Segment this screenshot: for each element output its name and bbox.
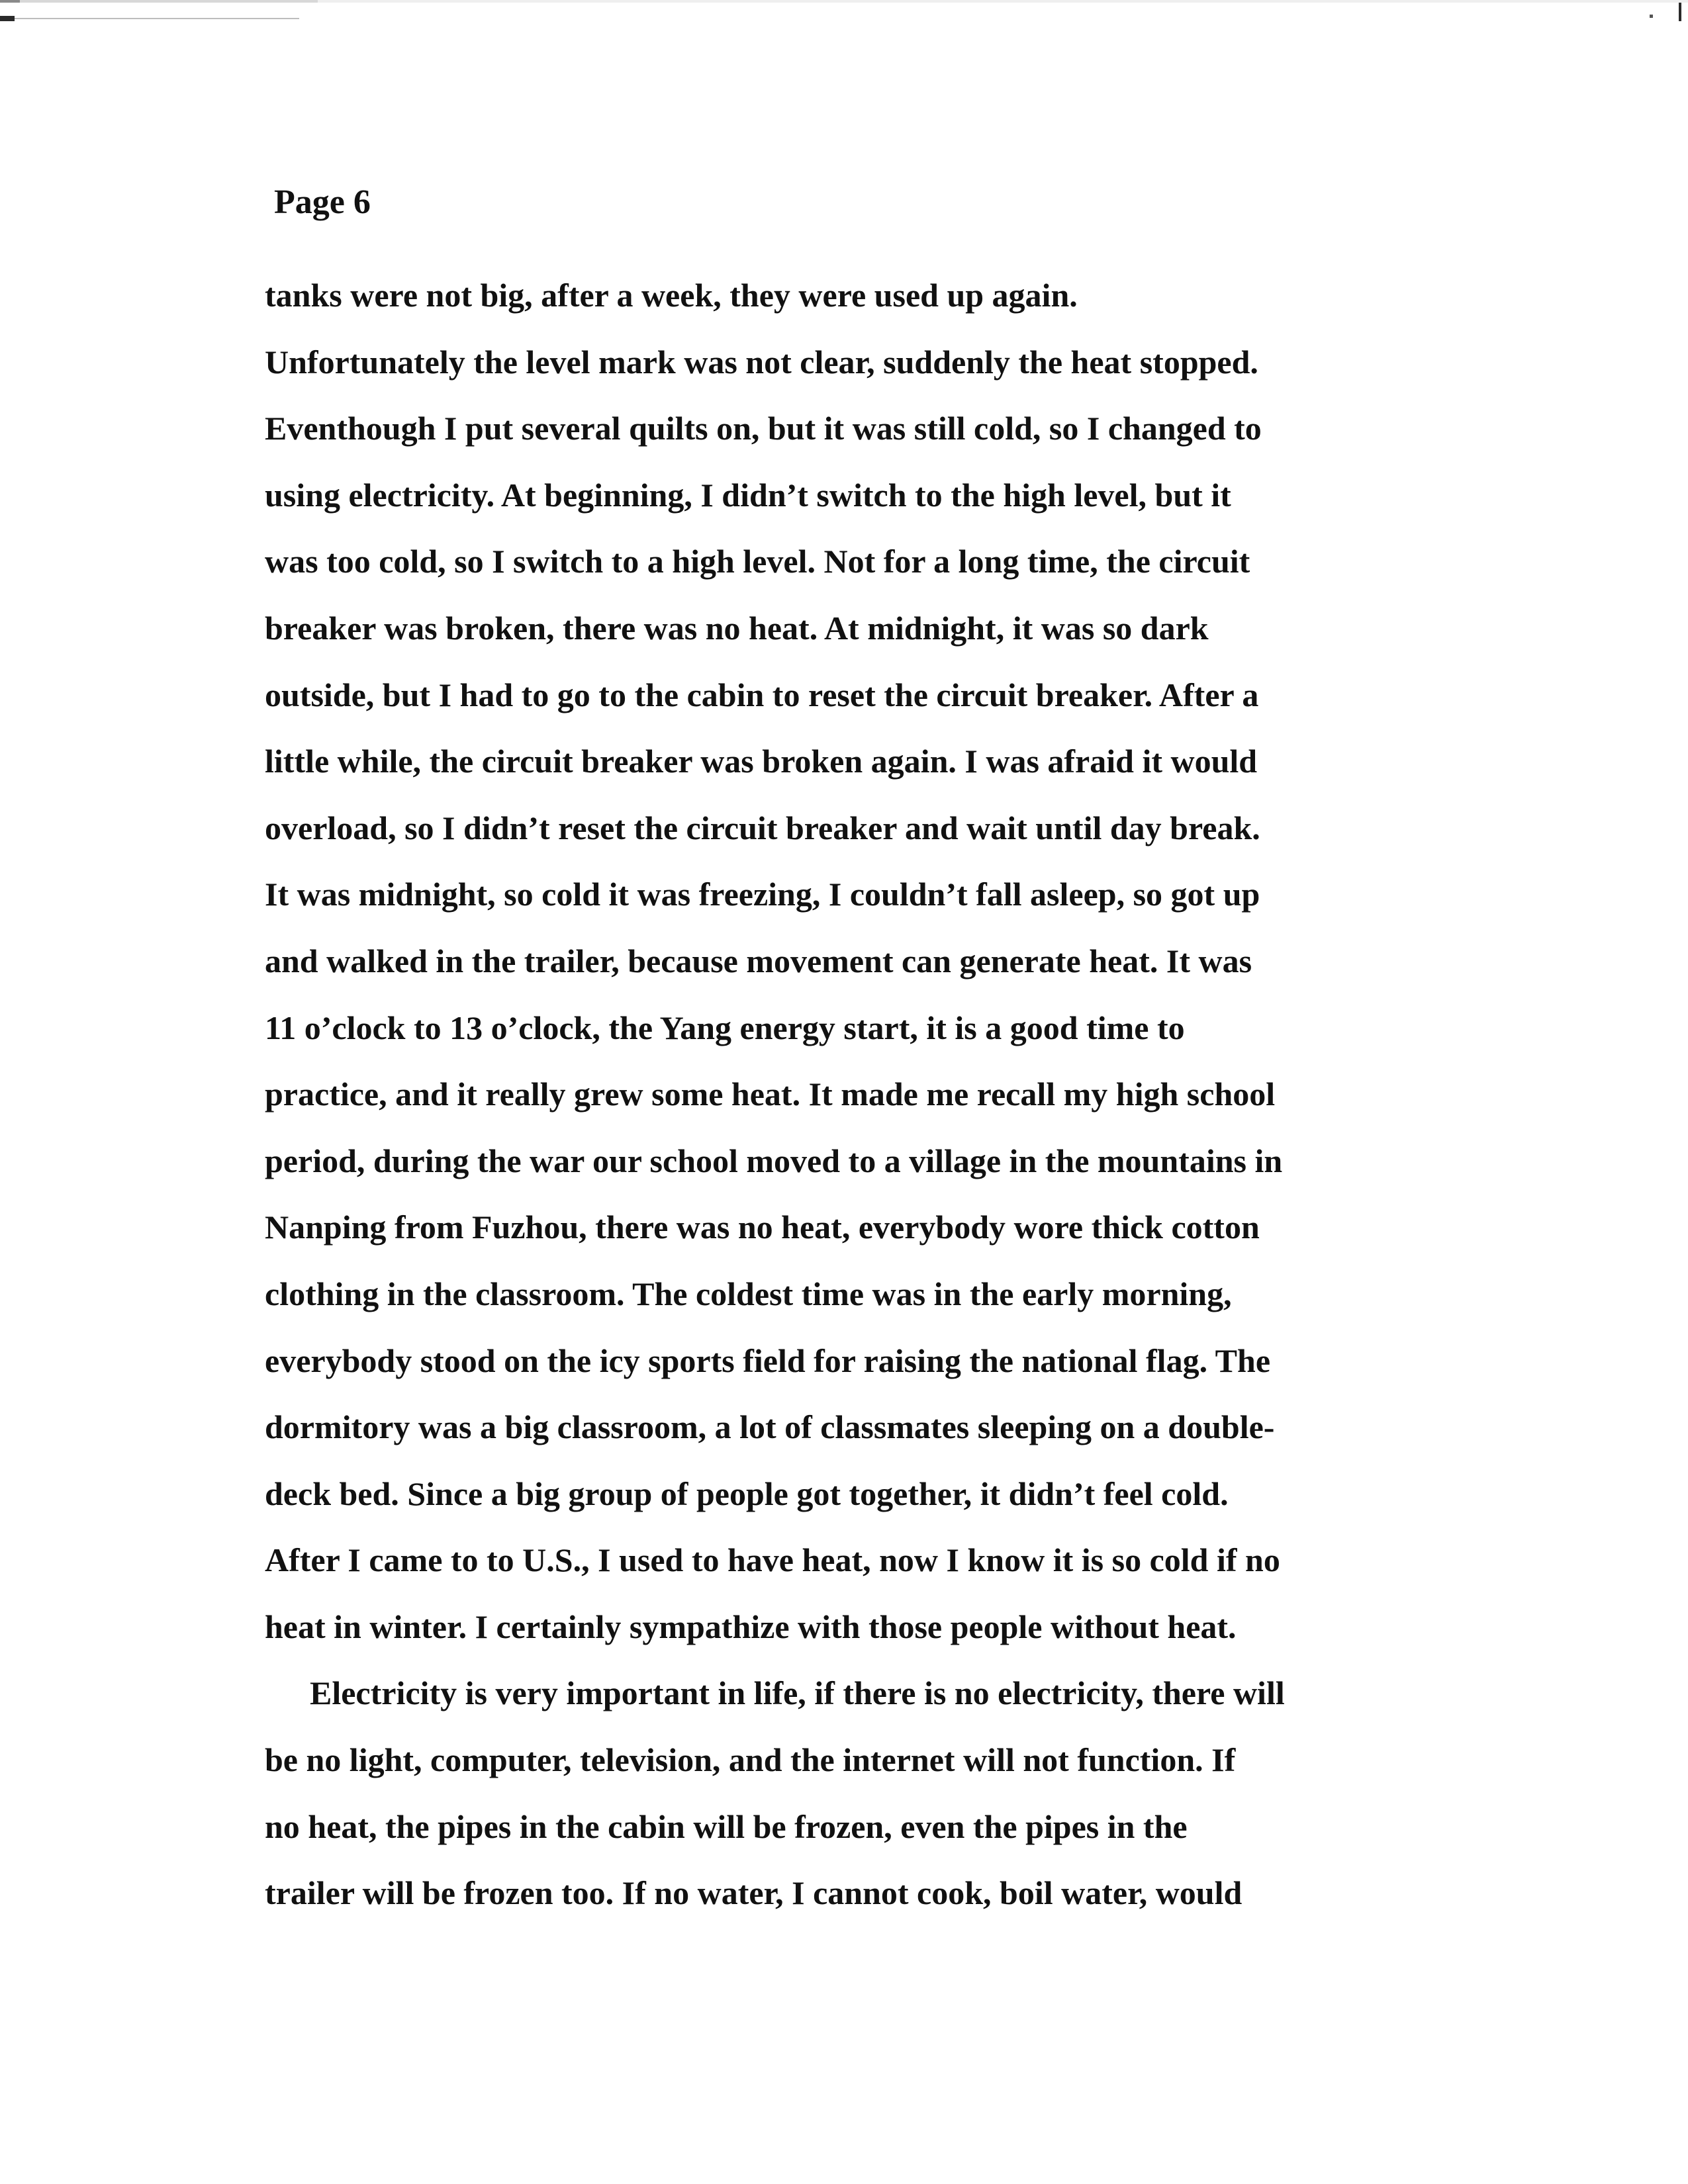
text-line: everybody stood on the icy sports field for raising the national flag. The — [265, 1342, 1271, 1379]
document-body — [265, 262, 1456, 1927]
text-line: outside, but I had to go to the cabin to reset the circuit breaker. After a — [265, 676, 1259, 713]
text-line: breaker was broken, there was no heat. At midnight, it was so dark — [265, 609, 1209, 647]
text-line: After I came to to U.S., I used to have heat, now I know it is so cold if no — [265, 1541, 1280, 1579]
text-line: Unfortunately the level mark was not clear, suddenly the heat stopped. — [265, 343, 1258, 381]
text-line: 11 o’clock to 13 o’clock, the Yang energy start, it is a good time to — [265, 1009, 1185, 1046]
text-line: be no light, computer, television, and the internet will not function. If — [265, 1741, 1236, 1779]
text-line: and walked in the trailer, because movement can generate heat. It was — [265, 942, 1252, 979]
text-line: practice, and it really grew some heat. It made me recall my high school — [265, 1075, 1276, 1113]
text-line: was too cold, so I switch to a high level. Not for a long time, the circuit — [265, 543, 1250, 580]
text-line: heat in winter. I certainly sympathize with those people without heat. — [265, 1608, 1237, 1645]
text-line: dormitory was a big classroom, a lot of classmates sleeping on a double- — [265, 1408, 1275, 1446]
text-line: Nanping from Fuzhou, there was no heat, everybody wore thick cotton — [265, 1208, 1260, 1246]
paragraph-start-line: Electricity is very important in life, if there is no electricity, there will — [310, 1674, 1285, 1712]
text-line: Eventhough I put several quilts on, but it was still cold, so I changed to — [265, 410, 1262, 447]
scan-artifact-mark-right — [1679, 3, 1681, 21]
scan-artifact-line — [15, 18, 299, 19]
scan-artifact-mark — [0, 16, 15, 21]
scan-top-edge — [0, 0, 1688, 3]
scan-artifact-dot — [1650, 15, 1653, 18]
text-line: using electricity. At beginning, I didn’t switch to the high level, but it — [265, 476, 1231, 514]
text-line: deck bed. Since a big group of people got together, it didn’t feel cold. — [265, 1475, 1229, 1512]
text-line: no heat, the pipes in the cabin will be frozen, even the pipes in the — [265, 1807, 1188, 1845]
text-line: overload, so I didn’t reset the circuit breaker and wait until day break. — [265, 809, 1260, 846]
text-line: It was midnight, so cold it was freezing, I couldn’t fall asleep, so got up — [265, 876, 1260, 913]
text-line: trailer will be frozen too. If no water, I cannot cook, boil water, would — [265, 1874, 1243, 1912]
text-line: clothing in the classroom. The coldest time was in the early morning, — [265, 1275, 1232, 1312]
text-line: period, during the war our school moved to a village in the mountains in — [265, 1142, 1283, 1179]
text-line: tanks were not big, after a week, they were used up again. — [265, 277, 1078, 314]
text-line: little while, the circuit breaker was broken again. I was afraid it would — [265, 743, 1258, 780]
page-number: Page 6 — [274, 183, 371, 221]
